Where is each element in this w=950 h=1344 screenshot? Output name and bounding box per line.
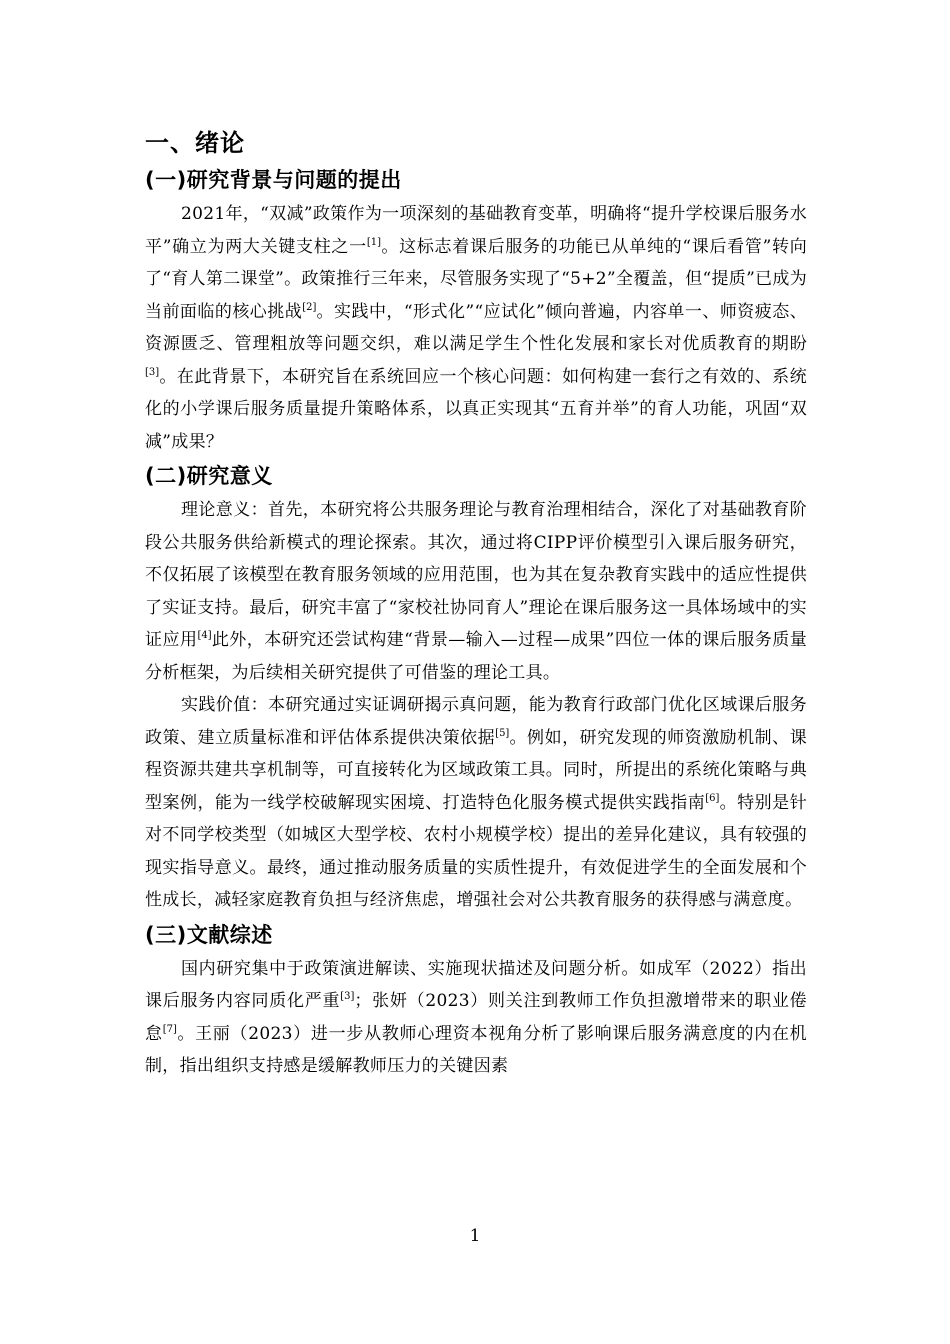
text-run: ；张妍（2023）则关注到教师工作负担激增带来的职业倦怠 (145, 991, 807, 1044)
citation-ref: [7] (162, 1023, 177, 1035)
page-number: 1 (469, 1226, 481, 1246)
text-run: 。这标志着课后服务的功能已从单纯的“课后看管”转向了“育人第二课堂”。政策推行三年来，尽管服务实现了“5+2”全覆盖，但“提质”已成为当前面临的核心挑战 (145, 236, 807, 322)
text-run: 理论意义：首先，本研究将公共服务理论与教育治理相结合，深化了对基础教育阶段公共服务供给新模式的理论探索。其次，通过将CIPP评价模型引入课后服务研究，不仅拓展了该模型在教育服务领域的应用范围，也为其在复杂教育实践中的适应性提供了实证支持。最后，研究丰富了“家校社协同育人”理论在课后服务这一具体场域中的实证应用 (145, 500, 807, 650)
document-body (145, 124, 807, 1083)
text-run: 2021年，“双减”政策作为一项深刻的基础教育变革，明确将“提升学校课后服务水平”确立为两大关键支柱之一 (145, 204, 807, 257)
text-run: 。实践中，“形式化”“应试化”倾向普遍，内容单一、师资疲态、资源匮乏、管理粗放等问题交织，难以满足学生个性化发展和家长对优质教育的期盼 (145, 301, 808, 354)
chapter-title: 一、绪论 (145, 129, 245, 157)
citation-ref: [1] (366, 236, 382, 248)
text-run: 。王丽（2023）进一步从教师心理资本视角分析了影响课后服务满意度的内在机制，指出组织支持感是缓解教师压力的关键因素 (145, 1023, 807, 1076)
section-heading-background: (一)研究背景与问题的提出 (145, 168, 402, 192)
section-heading-literature-review: (三)文献综述 (145, 922, 273, 947)
text-run: 。在此背景下，本研究旨在系统回应一个核心问题：如何构建一套行之有效的、系统化的小学课后服务质量提升策略体系，以真正实现其“五育并举”的育人功能，巩固“双减”成果？ (145, 366, 807, 452)
citation-ref: [3] (145, 366, 160, 378)
text-run: 国内研究集中于政策演进解读、实施现状描述及问题分析。如成军（2022）指出课后服务内容同质化严重 (145, 958, 807, 1011)
citation-ref: [4] (197, 630, 212, 641)
text-run: 。例如，研究发现的师资激励机制、课程资源共建共享机制等，可直接转化为区域政策工具。同时，所提出的系统化策略与典型案例，能为一线学校破解现实困境、打造特色化服务模式提供实践指南 (145, 727, 807, 813)
paragraph-practice-value (145, 689, 807, 917)
section-heading-significance: (二)研究意义 (145, 464, 273, 488)
text-run: 实践价值：本研究通过实证调研揭示真问题，能为教育行政部门优化区域课后服务政策、建立质量标准和评估体系提供决策依据 (145, 695, 807, 748)
paragraph-background-1 (145, 198, 807, 458)
citation-ref: [5] (495, 727, 510, 739)
citation-ref: [3] (340, 991, 355, 1002)
text-run: 。特别是针对不同学校类型（如城区大型学校、农村小规模学校）提出的差异化建议，具有较强的现实指导意义。最终，通过推动服务质量的实质性提升，有效促进学生的全面发展和个性成长，减轻家庭教育负担与经济焦虑，增强社会对公共教育服务的获得感与满意度。 (145, 792, 807, 910)
paragraph-literature-review (145, 953, 807, 1083)
paragraph-theory-significance (145, 494, 807, 689)
citation-ref: [6] (705, 792, 720, 804)
text-run: 此外，本研究还尝试构建“背景—输入—过程—成果”四位一体的课后服务质量分析框架，为后续相关研究提供了可借鉴的理论工具。 (145, 630, 807, 683)
citation-ref: [2] (302, 301, 317, 313)
